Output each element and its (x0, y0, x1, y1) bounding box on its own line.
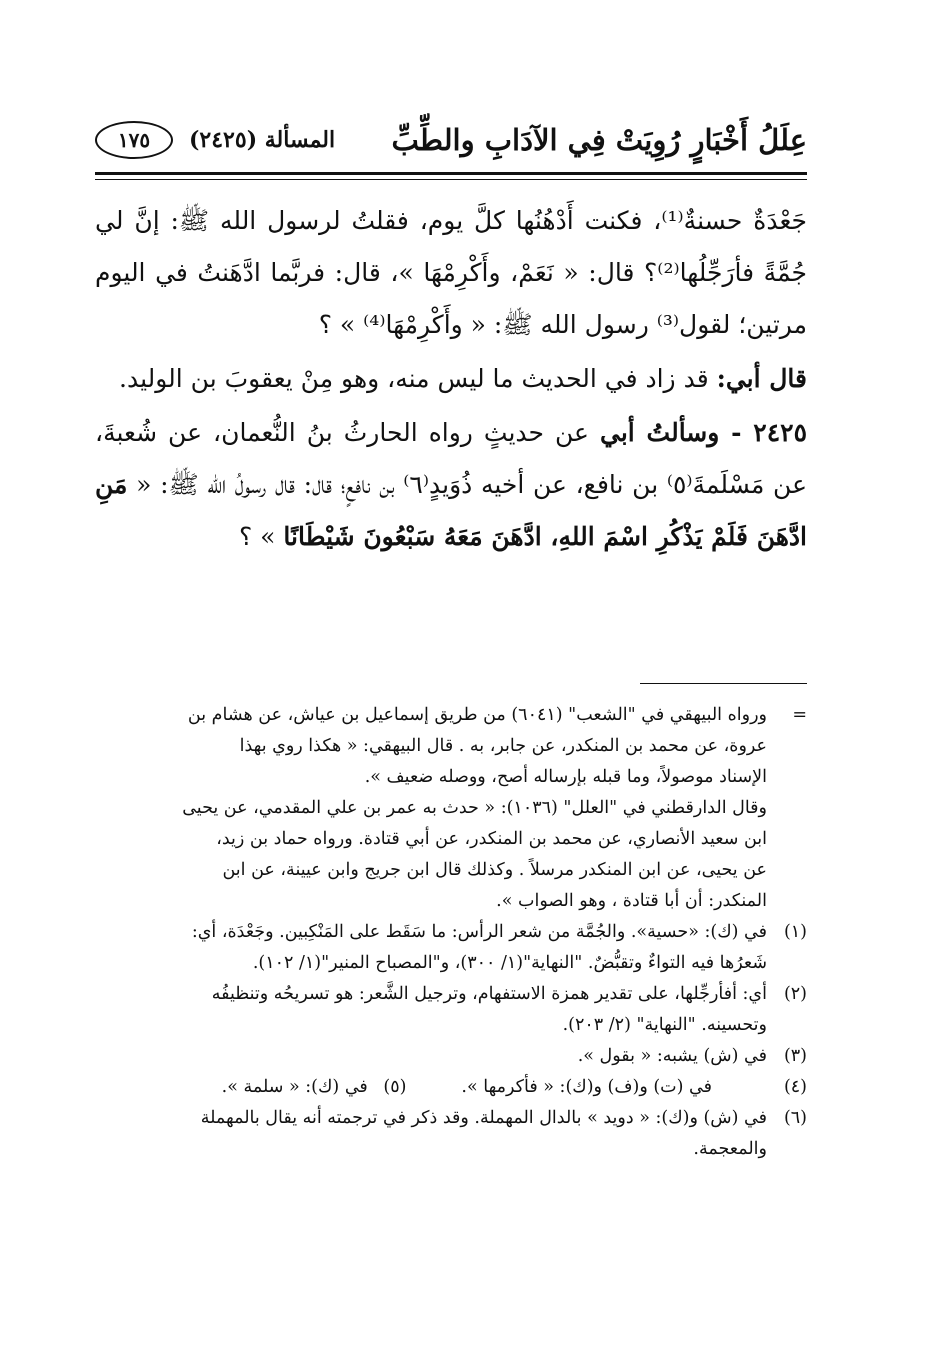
footnote-5-mark: (٥) (383, 1077, 407, 1097)
paragraph-3-end: » ؟ (238, 522, 284, 551)
footnote-line: الإسناد موصولاً، وما قبله بإرساله أصح، ووصله ضعيف ». (364, 767, 767, 787)
footnote-body (95, 1072, 767, 1103)
footnote-6 (95, 1103, 807, 1165)
issue-number: المسألة (٢٤٢٥) (189, 127, 336, 153)
footnote-mark: (٢) (783, 984, 807, 1004)
paragraph-2-text: قد زاد في الحديث ما ليس منه، وهو مِنْ يعقوبَ بن الوليد. (119, 364, 717, 393)
page-number: ١٧٥ (95, 121, 173, 159)
footnote-mark: (٤) (783, 1077, 807, 1097)
footnotes (95, 700, 807, 1165)
footnote-line: المنكدر: أن أبا قتادة ، وهو الصواب ». (496, 891, 767, 911)
footnote-line: في (ش) و(ك): « دويد » بالدال المهملة. وقد ذكر في ترجمته أنه يقال بالمهملة (200, 1108, 767, 1128)
footnote-mark: (٣) (783, 1046, 807, 1066)
footnote-line: عروة، عن محمد بن المنكدر، عن جابر، به . قال البيهقي: « هكذا روي بهذا (239, 736, 767, 756)
paragraph-2-lead: قال أبي: (716, 364, 807, 393)
header-rule-thick (95, 172, 807, 175)
footnote-line: أي: أفأرجِّلها، على تقدير همزة الاستفهام، وترجيل الشَّعر: هو تسريحُه وتنظيفُه (211, 984, 767, 1004)
footnote-continued (95, 700, 807, 917)
paragraph-3-text: عن حديثٍ رواه الحارثُ بنُ النُّعمان، عن شُعبةَ، عن مَسْلَمةَ⁽٥⁾ بن نافع، عن أخيه ذُوَيدٍ⁽٦⁾ بن نافعٍ؛ قال: قال رسولُ الله ﷺ: « (95, 418, 808, 499)
main-text (95, 195, 807, 563)
footnote-2 (95, 979, 807, 1041)
footnote-mark: (٦) (783, 1108, 807, 1128)
footnote-line: شَعرُها فيه التواءٌ وتقبُّضٌ. "النهاية"(١/ ٣٠٠)، و"المصباح المنير"(١/ ١٠٢). (252, 953, 767, 973)
footnote-line: في (ك): «حسية». والجُمَّة من شعر الرأس: ما سَقَط على المَنْكِبين. وجَعْدَة، أي: (191, 922, 767, 942)
header-left-group (95, 121, 335, 159)
footnote-line: ورواه البيهقي في "الشعب" (٦٠٤١) من طريق إسماعيل بن عياش، عن هشام بن (187, 705, 767, 725)
footnote-separator (640, 683, 807, 684)
paragraph-2 (95, 353, 807, 405)
book-title: عِلَلُ أَخْبَارٍ رُوِيَتْ فِي الآدَابِ والطِّبِّ (391, 123, 807, 157)
footnote-5-text: في (ك): « سلمة ». (221, 1077, 368, 1097)
footnote-line: ابن سعيد الأنصاري، عن محمد بن المنكدر، عن أبي قتادة. ورواه حماد بن زيد، (216, 829, 767, 849)
footnote-body (95, 979, 767, 1041)
footnote-line: وتحسينه. "النهاية" (٢/ ٢٠٣). (562, 1015, 767, 1035)
footnote-line: عن يحيى، عن ابن المنكدر مرسلاً . وكذلك قال ابن جريج وابن عيينة، عن ابن (222, 860, 767, 880)
footnote-body (95, 1103, 767, 1165)
paragraph-3 (95, 407, 807, 563)
footnote-mark: (١) (783, 922, 807, 942)
paragraph-1: جَعْدَةٌ حسنةٌ⁽¹⁾، فكنت أَدْهُنُها كلَّ يوم، فقلتُ لرسول الله ﷺ: إنَّ لي جُمَّةً فأرَجِّلُها⁽²⁾؟ قال: « نَعَمْ، وأَكْرِمْهَا »، قال: فربَّما ادَّهَنتُ في اليوم مرتين؛ لقول⁽³⁾ رسول الله ﷺ: « وأَكْرِمْهَا⁽⁴⁾ » ؟ (95, 206, 808, 339)
footnote-mark: = (792, 705, 807, 725)
footnote-1 (95, 917, 807, 979)
footnote-4-5 (95, 1072, 807, 1103)
footnote-3 (95, 1041, 807, 1072)
footnote-body (95, 700, 767, 917)
page-header (95, 110, 807, 170)
hadith-text: مَنِ ادَّهَنَ فَلَمْ يَذْكُرِ اسْمَ اللهِ، ادَّهَنَ مَعَهُ سَبْعُونَ شَيْطَانًا (95, 470, 807, 551)
footnote-line: وقال الدارقطني في "العلل" (١٠٣٦): « حدث به عمر بن علي المقدمي، عن يحيى (182, 798, 767, 818)
footnote-4-text: في (ت) و(ف) و(ك): « فأكرمها ». (461, 1077, 712, 1097)
footnote-line: والمعجمة. (693, 1139, 767, 1159)
header-rule-thin (95, 179, 807, 180)
footnote-body (95, 917, 767, 979)
footnote-body: في (ش) يشبه: « بقول ». (577, 1046, 767, 1066)
question-number: ٢٤٢٥ - وسألتُ أبي (600, 418, 807, 447)
